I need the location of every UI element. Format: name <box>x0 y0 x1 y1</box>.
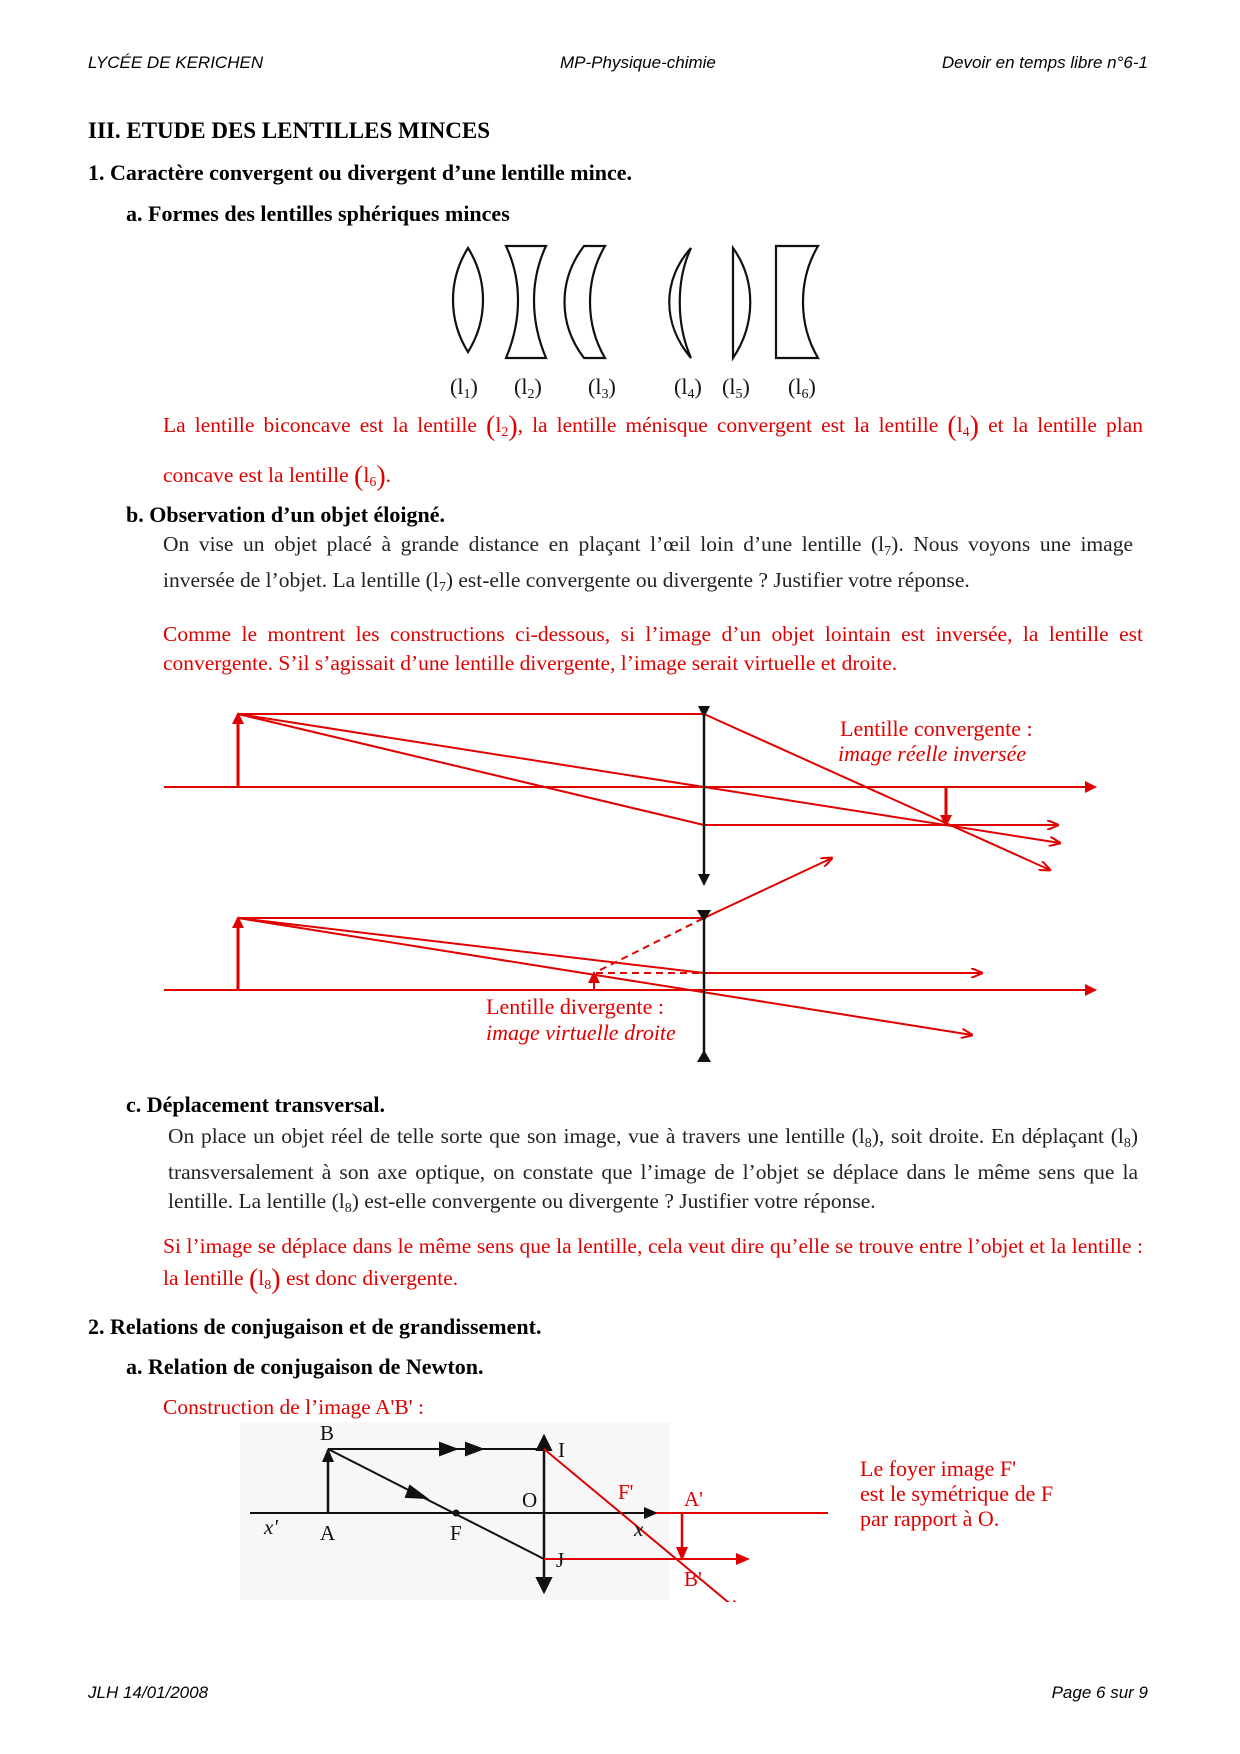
part1b-title: b. Observation d’un objet éloigné. <box>126 502 446 527</box>
answer-1b: Comme le montrent les constructions ci-dessous, si l’image d’un objet lointain est inversée, la lentille est convergente. S’il s’agissait d’une lentille divergente, l’image serait virtuelle et droite. <box>163 622 1143 675</box>
label-Ap: A' <box>684 1487 703 1511</box>
div-label-2: image virtuelle droite <box>486 1020 676 1045</box>
label-A: A <box>320 1521 336 1545</box>
part2-title: 2. Relations de conjugaison et de grandissement. <box>88 1314 542 1339</box>
focus-note-line1: Le foyer image F' <box>860 1456 1017 1481</box>
focus-F-point <box>454 1511 459 1516</box>
header-assignment: Devoir en temps libre n°6-1 <box>941 53 1148 72</box>
part1-title: 1. Caractère convergent ou divergent d’une lentille mince. <box>88 160 632 185</box>
header-school: LYCÉE DE KERICHEN <box>88 53 264 72</box>
conv-label-1: Lentille convergente : <box>840 716 1033 741</box>
focus-note-line2: est le symétrique de F <box>860 1481 1054 1506</box>
label-x: x <box>634 1517 644 1541</box>
lens-l3-shape <box>565 246 606 358</box>
lens-shapes-figure <box>440 240 840 405</box>
conv-label-2: image réelle inversée <box>838 741 1027 766</box>
newton-construction-diagram <box>240 1422 840 1602</box>
question-1c: On place un objet réel de telle sorte que son image, vue à travers une lentille $(l_8)$, soit droite. En déplaçant $(l_8)$ transversalement à son axe optique, on constate que l’image de l’objet se déplace dans le même sens que la lentille. La lentille $(l_8)$ est-elle convergente ou divergente ? Justifier votre réponse. <box>168 1124 1138 1216</box>
lens-label-l2: (l2) <box>514 374 542 402</box>
lens-label-l1: (l1) <box>450 374 478 402</box>
lens-label-l5: (l5) <box>722 374 750 402</box>
div-label-1: Lentille divergente : <box>486 994 664 1019</box>
section-title: III. ETUDE DES LENTILLES MINCES <box>88 118 490 143</box>
question-1b: On vise un objet placé à grande distance en plaçant l’œil loin d’une lentille $(l_7)$. Nous voyons une image inversée de l’objet. La lentille $(l_7)$ est-elle convergente ou divergente ? Justifier votre réponse. <box>163 532 1133 595</box>
lens-l4-shape <box>669 248 691 358</box>
part1c-title: c. Déplacement transversal. <box>126 1092 386 1117</box>
part1a-title: a. Formes des lentilles sphériques minces <box>126 201 510 226</box>
lens-l2-shape <box>506 246 546 358</box>
label-Fp: F' <box>618 1480 634 1504</box>
header-course: MP-Physique-chimie <box>560 53 716 72</box>
part2a-title: a. Relation de conjugaison de Newton. <box>126 1354 484 1379</box>
answer-1c: Si l’image se déplace dans le même sens que la lentille, cela veut dire qu’elle se trouve entre l’objet et la lentille : la lentille $(l_8)$ est donc divergente. <box>163 1234 1143 1295</box>
label-I: I <box>558 1438 565 1462</box>
footer-page-number: Page 6 sur 9 <box>1051 1683 1148 1702</box>
lens-l1-shape <box>453 248 483 352</box>
label-J: J <box>556 1548 565 1572</box>
label-B: B <box>320 1422 335 1445</box>
lens-label-l4: (l4) <box>674 374 702 402</box>
lens-label-l6: (l6) <box>788 374 816 402</box>
construction-label: Construction de l’image A'B' : <box>163 1395 424 1419</box>
label-O: O <box>522 1488 538 1512</box>
label-F: F <box>450 1521 462 1545</box>
label-xp: x' <box>264 1515 278 1539</box>
diverging-lens-bottom-tip <box>697 1050 711 1062</box>
lens-l6-shape <box>776 246 818 358</box>
label-Bp: B' <box>684 1567 702 1591</box>
lens-label-l3: (l3) <box>588 374 616 402</box>
footer-author-date: JLH 14/01/2008 <box>88 1683 209 1702</box>
answer-1a: La lentille biconcave est la lentille $(l_2)$, la lentille ménisque convergent est la lentille $(l_4)$ et la lentille plan concave est la lentille $(l_6)$. <box>163 411 1143 492</box>
focus-note <box>860 1456 1053 1531</box>
focus-note-line3: par rapport à O. <box>860 1506 1000 1531</box>
lens-l5-shape <box>733 248 750 358</box>
ray-diagrams <box>160 690 1120 1070</box>
